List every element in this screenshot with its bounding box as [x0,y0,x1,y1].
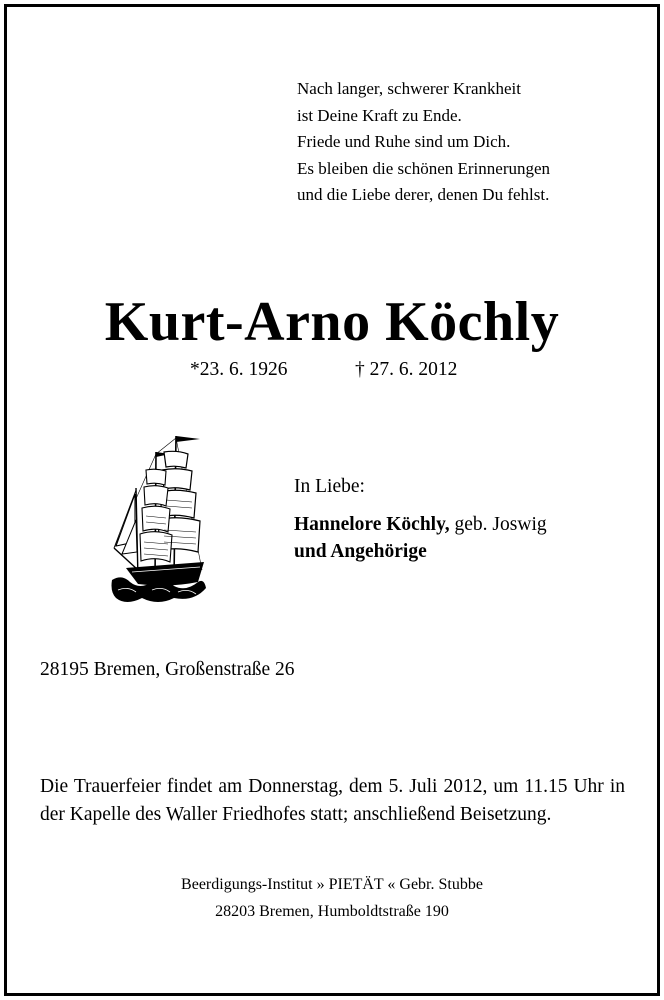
poem-line: ist Deine Kraft zu Ende. [297,105,462,125]
mourner-primary [294,514,547,536]
funeral-institute-address: 28203 Bremen, Humboldtstraße 190 [215,903,449,920]
mourners-intro: In Liebe: [294,476,365,497]
poem-line: Nach langer, schwerer Krankheit [297,79,521,98]
poem-line: Friede und Ruhe sind um Dich. [297,132,511,151]
poem-line: und die Liebe derer, denen Du fehlst. [297,185,550,204]
family-address: 28195 Bremen, Großenstraße 26 [40,659,295,680]
mourner-primary-name: Hannelore Köchly, [294,514,450,535]
funeral-institute-name: Beerdigungs-Institut » PIETÄT « Gebr. Stubbe [181,876,483,893]
poem-line: Es bleiben die schönen Erinnerungen [297,158,551,178]
mourner-others: und Angehörige [294,541,427,562]
sailing-ship-icon [108,430,208,610]
ceremony-text: Die Trauerfeier findet am Donnerstag, dem 5. Juli 2012, um 11.15 Uhr in der Kapelle des Waller Friedhofes statt; anschließend Beisetzung. [40,776,625,825]
poem [297,76,550,209]
deceased-name: Kurt-Arno Köchly [104,291,560,353]
death-date: † 27. 6. 2012 [355,359,458,380]
birth-date: *23. 6. 1926 [190,359,288,380]
mourner-primary-suffix: geb. Joswig [449,514,547,535]
